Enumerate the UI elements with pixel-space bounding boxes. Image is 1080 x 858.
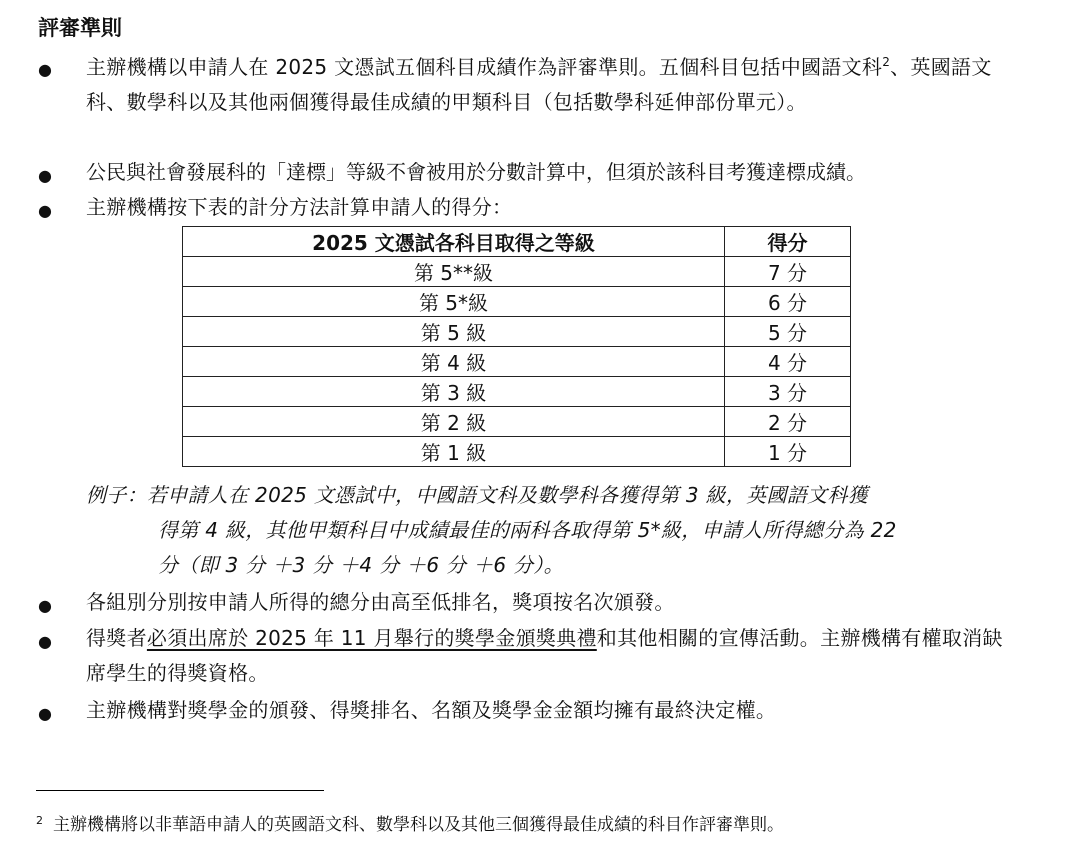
grade-score-table (182, 226, 851, 467)
criteria-paragraph-4: 各組別分別按申請人所得的總分由高至低排名，獎項按名次頒發。 (86, 590, 675, 614)
grade-cell: 第 3 級 (183, 377, 725, 407)
criteria-paragraph-1 (86, 50, 1016, 120)
table-header-score: 得分 (725, 227, 851, 257)
table-row (183, 437, 851, 467)
section-heading: 評審準則 (38, 16, 122, 40)
bullet-icon: ● (38, 704, 52, 723)
table-row (183, 407, 851, 437)
bullet-icon: ● (38, 201, 52, 220)
footnote-reference: 2 (882, 55, 891, 69)
footnote (36, 810, 784, 835)
criteria-text-1b: 、英國語文科、數學科以及其他兩個獲得最佳成績的甲類科目（包括數學科延伸部份單元）。 (86, 55, 992, 114)
score-cell: 7 分 (725, 257, 851, 287)
footnote-divider (36, 790, 324, 791)
underlined-requirement: 必須出席於 2025 年 11 月舉行的獎學金頒獎典禮 (146, 626, 597, 650)
criteria-paragraph-3: 主辦機構按下表的計分方法計算申請人的得分： (86, 195, 513, 219)
example-line-1: 例子：若申請人在 2025 文憑試中，中國語文科及數學科各獲得第 3 級，英國語文科獲 (86, 483, 868, 507)
criteria-text-1a: 主辦機構以申請人在 2025 文憑試五個科目成績作為評審準則。五個科目包括中國語文科 (86, 55, 883, 79)
bullet-icon: ● (38, 632, 52, 651)
grade-cell: 第 5*級 (183, 287, 725, 317)
criteria-paragraph-6: 主辦機構對獎學金的頒發、得獎排名、名額及獎學金金額均擁有最終決定權。 (86, 698, 777, 722)
bullet-icon: ● (38, 166, 52, 185)
bullet-icon: ● (38, 596, 52, 615)
grade-cell: 第 5 級 (183, 317, 725, 347)
criteria-text-5b: 和其他相關的宣傳活動。主辦機構有權取消缺席學生的得獎資格。 (86, 626, 1003, 685)
table-row (183, 347, 851, 377)
score-cell: 3 分 (725, 377, 851, 407)
criteria-paragraph-5 (86, 621, 1016, 691)
example-line-2: 得第 4 級，其他甲類科目中成績最佳的兩科各取得第 5*級，申請人所得總分為 22 (158, 518, 897, 542)
score-cell: 6 分 (725, 287, 851, 317)
score-cell: 4 分 (725, 347, 851, 377)
table-row (183, 257, 851, 287)
score-cell: 2 分 (725, 407, 851, 437)
example-line-3: 分（即 3 分 ＋3 分 ＋4 分 ＋6 分 ＋6 分）。 (158, 553, 564, 577)
grade-cell: 第 1 級 (183, 437, 725, 467)
grade-cell: 第 2 級 (183, 407, 725, 437)
score-cell: 1 分 (725, 437, 851, 467)
footnote-marker: 2 (36, 814, 43, 827)
footnote-text: 主辦機構將以非華語申請人的英國語文科、數學科以及其他三個獲得最佳成績的科目作評審準則。 (53, 815, 784, 835)
table-row (183, 377, 851, 407)
grade-cell: 第 4 級 (183, 347, 725, 377)
bullet-icon: ● (38, 60, 52, 79)
score-cell: 5 分 (725, 317, 851, 347)
table-row (183, 317, 851, 347)
grade-cell: 第 5**級 (183, 257, 725, 287)
criteria-text-5a: 得獎者 (86, 626, 147, 650)
table-header-grade: 2025 文憑試各科目取得之等級 (183, 227, 725, 257)
criteria-paragraph-2: 公民與社會發展科的「達標」等級不會被用於分數計算中，但須於該科目考獲達標成績。 (86, 160, 866, 184)
scoring-example (86, 478, 1026, 583)
table-header-row (183, 227, 851, 257)
table-row (183, 287, 851, 317)
